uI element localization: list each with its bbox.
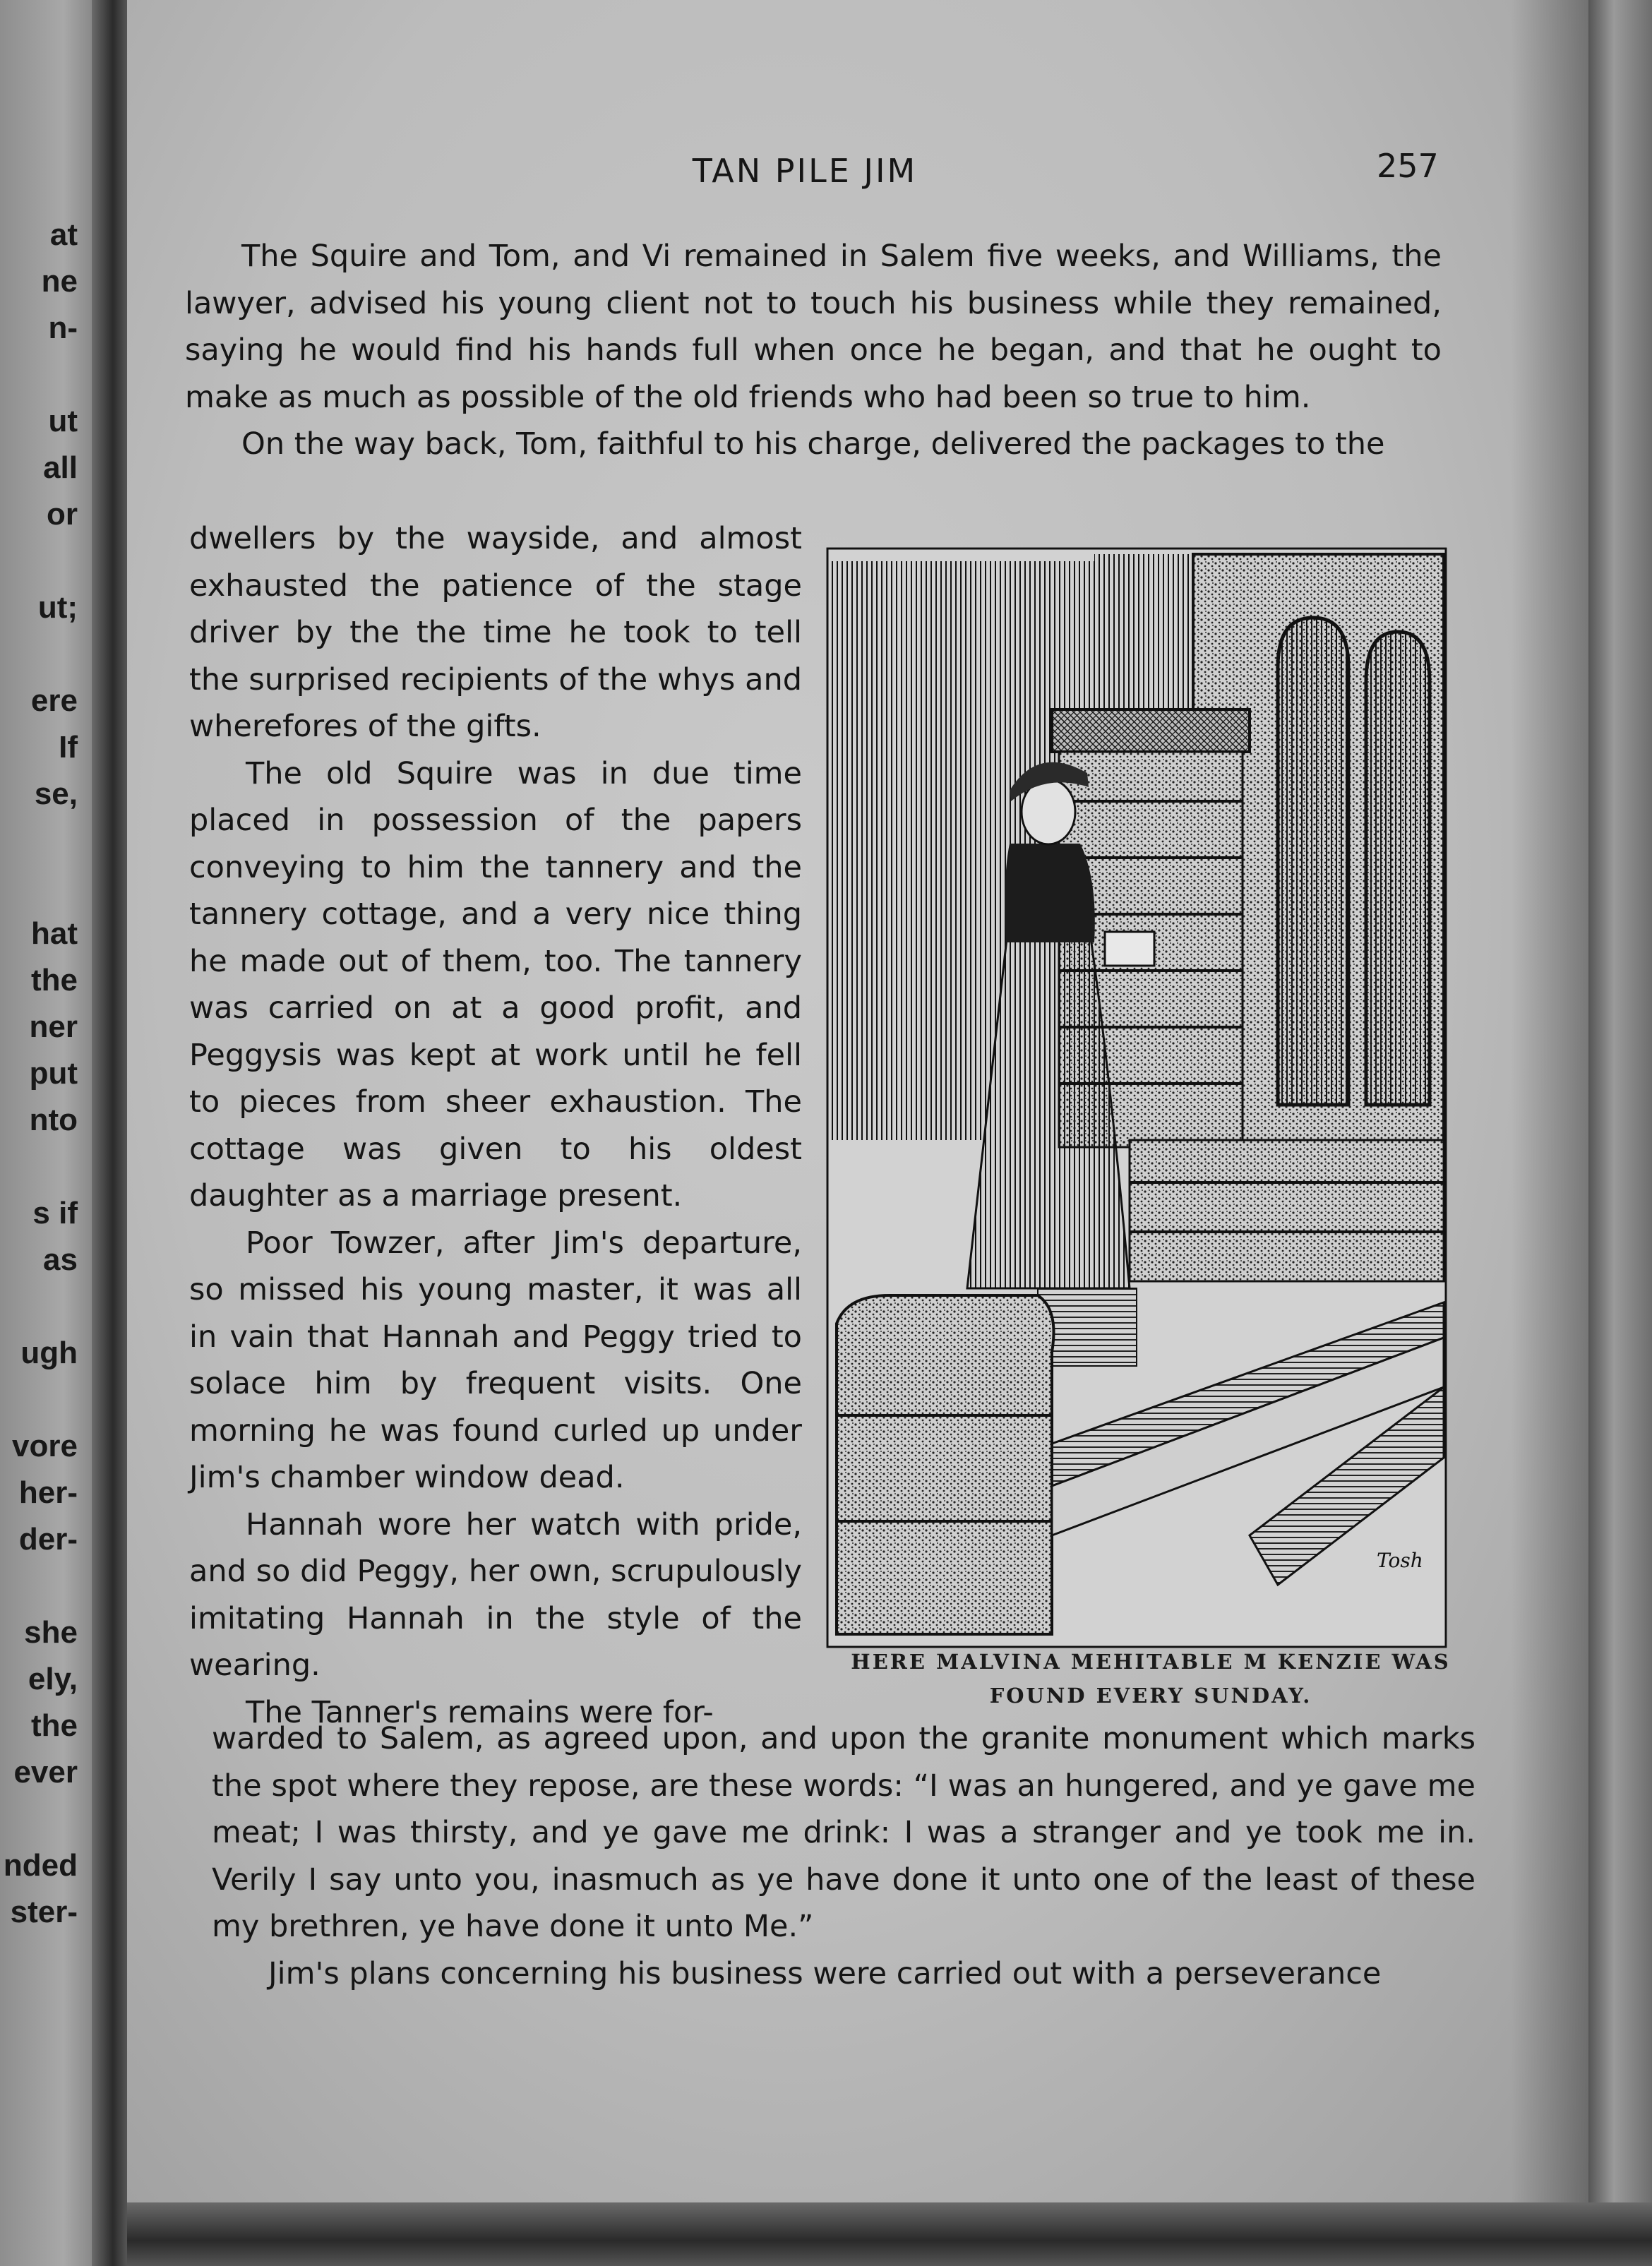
facing-page-fragment: her-	[18, 1475, 78, 1510]
page-shadow	[1511, 0, 1596, 2202]
paragraph: Poor Towzer, after Jim's departure, so missed his young master, it was all in vain that Hannah and Peggy tried to solace him by frequent visits. One morning he was found curled up under Jim's chamber window dead.	[189, 1225, 802, 1495]
caption-line: HERE MALVINA MEHITABLE M KENZIE WAS	[851, 1650, 1451, 1674]
text-block-bottom	[212, 1715, 1476, 1997]
facing-page-fragment: nded	[3, 1848, 78, 1883]
facing-page-fragment: If	[59, 730, 78, 765]
facing-page-fragment	[0, 817, 78, 864]
paragraph: The Tanner's remains were for-	[246, 1694, 714, 1730]
facing-page-fragment	[0, 538, 78, 585]
facing-page-fragment: the	[31, 1708, 78, 1743]
facing-page-text-fragments	[0, 212, 78, 1936]
page-edge-bottom	[127, 2202, 1652, 2266]
paragraph: The Squire and Tom, and Vi remained in Salem five weeks, and Williams, the lawyer, advised his young client not to touch his business while they remained, saying he would find his hands full when once he began, and that he ought to make as much as possible of the old friends who had been so true to him.	[185, 239, 1442, 415]
facing-page-edge	[0, 0, 106, 2266]
paragraph-continued: dwellers by the wayside, and almost exhausted the patience of the stage driver by the the time he took to tell the surprised recipients of the whys and wherefores of the gifts.	[189, 521, 802, 744]
facing-page-fragment: vore	[12, 1429, 78, 1463]
engraving-woman-on-church-steps-icon	[826, 547, 1447, 1652]
facing-page-fragment: ner	[29, 1009, 78, 1044]
facing-page-fragment: n-	[48, 311, 78, 345]
facing-page-fragment: ne	[41, 264, 78, 299]
caption-line: FOUND EVERY SUNDAY.	[989, 1684, 1312, 1708]
facing-page-fragment: or	[47, 497, 78, 532]
paragraph: Hannah wore her watch with pride, and so did Peggy, her own, scrupulously imitating Hannah in the style of the wearing.	[189, 1506, 802, 1683]
facing-page-fragment: she	[24, 1615, 78, 1650]
illustration-caption	[840, 1645, 1461, 1713]
text-block-beside-illustration	[189, 515, 802, 1736]
facing-page-fragment: ster-	[10, 1895, 78, 1929]
paragraph: On the way back, Tom, faithful to his charge, delivered the packages to the	[241, 426, 1385, 462]
facing-page-fragment: hat	[31, 916, 78, 951]
facing-page-fragment: all	[43, 450, 78, 485]
facing-page-fragment: ely,	[28, 1662, 78, 1696]
facing-page-fragment: the	[31, 963, 78, 997]
running-head: TAN PILE JIM	[692, 152, 918, 190]
facing-page-fragment: ut;	[37, 590, 78, 625]
facing-page-fragment: at	[49, 217, 78, 252]
facing-page-fragment: se,	[34, 777, 78, 811]
facing-page-fragment: as	[43, 1242, 78, 1277]
facing-page-fragment: s if	[32, 1196, 78, 1230]
facing-page-fragment	[0, 1377, 78, 1423]
paragraph: The old Squire was in due time placed in possession of the papers conveying to him the tannery and the tannery cottage, and a very nice thing he made out of them, too. The tannery was carried on at a good profit, and Peggysis was kept at work until he fell to pieces from sheer exhaustion. The cottage was given to his oldest daughter as a marriage present.	[189, 755, 802, 1213]
page-edge-right	[1588, 0, 1652, 2266]
paragraph: Jim's plans concerning his business were carried out with a perseverance	[268, 1955, 1382, 1991]
facing-page-fragment: der-	[18, 1522, 78, 1557]
facing-page-fragment	[0, 1796, 78, 1842]
facing-page-fragment	[0, 1563, 78, 1609]
paragraph-continued: warded to Salem, as agreed upon, and upon the granite monument which marks the spot where they repose, are these words: “I was an hungered, and ye gave me meat; I was thirsty, and ye gave me drink: I was a stranger and ye took me in. Verily I say unto you, inasmuch as ye have done it unto one of the least of these my brethren, ye have done it unto Me.”	[212, 1721, 1476, 1944]
facing-page-fragment	[0, 352, 78, 398]
facing-page-fragment	[0, 1283, 78, 1330]
facing-page-fragment	[0, 631, 78, 678]
facing-page-fragment: ever	[13, 1755, 78, 1790]
facing-page-fragment: ugh	[20, 1336, 78, 1370]
page-number: 257	[1377, 147, 1439, 185]
text-block-top	[185, 233, 1442, 468]
artist-signature: Tosh	[1377, 1549, 1423, 1572]
facing-page-fragment	[0, 864, 78, 911]
facing-page-fragment: put	[29, 1056, 78, 1091]
facing-page-fragment	[0, 1144, 78, 1190]
facing-page-fragment: nto	[29, 1103, 78, 1137]
facing-page-fragment: ere	[30, 683, 78, 718]
facing-page-fragment: ut	[48, 404, 78, 438]
